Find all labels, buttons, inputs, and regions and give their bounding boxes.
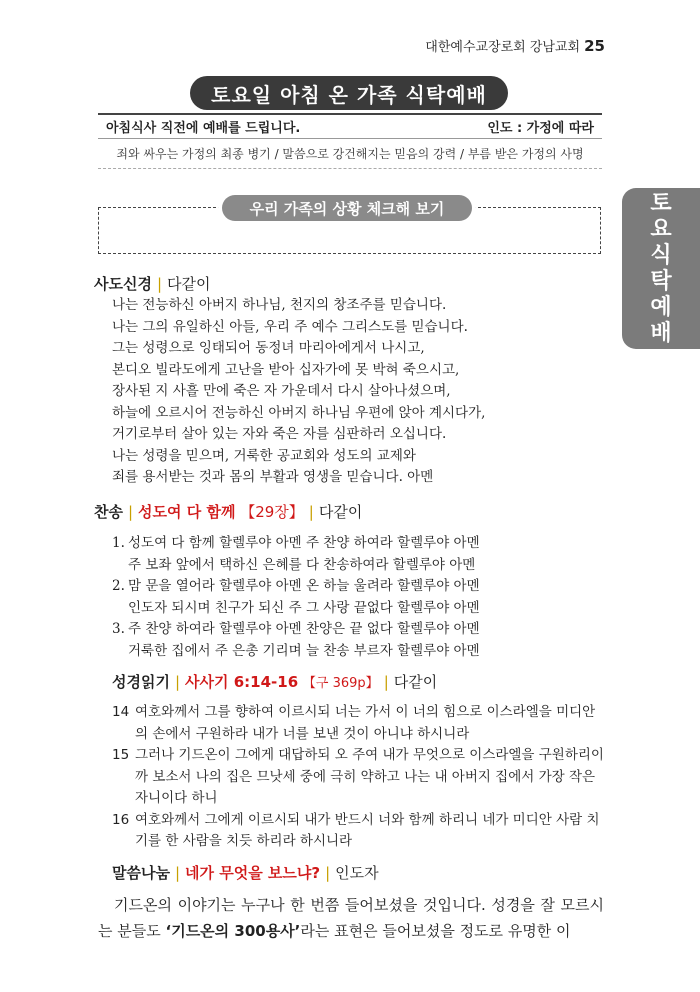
- side-tab-char: 탁: [650, 268, 672, 294]
- creed-line: 나는 그의 유일하신 아들, 우리 주 예수 그리스도를 믿습니다.: [112, 318, 468, 335]
- hymn-mode: 다같이: [318, 503, 363, 521]
- divider: |: [383, 673, 389, 691]
- themes-line: 죄와 싸우는 가정의 최종 병기 / 말씀으로 강건해지는 믿음의 강력 / 부름 받은 가정의 사명: [98, 140, 602, 169]
- page-header: [425, 36, 605, 55]
- verse-line: 거룩한 집에서 주 은총 기리며 늘 찬송 부르자 할렐루야 아멘: [128, 642, 480, 659]
- reading-old-page: 【구 369p】: [302, 676, 379, 691]
- reading-mode: 다같이: [393, 673, 438, 691]
- verse-number: 16: [112, 811, 130, 828]
- verse-text: 여호와께서 그를 향하여 이르시되 너는 가서 이 너의 힘으로 이스라엘을 미디안의 손에서 구원하라 내가 너를 보낸 것이 아니냐 하시니라: [135, 704, 596, 742]
- creed-line: 그는 성령으로 잉태되어 동정녀 마리아에게서 나시고,: [112, 340, 425, 356]
- creed-line: 거기로부터 살아 있는 자와 죽은 자를 심판하러 오십니다.: [112, 426, 447, 442]
- divider: |: [325, 864, 331, 882]
- creed-label: 사도신경: [94, 275, 152, 293]
- verse-line: 인도자 되시며 친구가 되신 주 그 사랑 끝없다 할렐루야 아멘: [128, 599, 480, 616]
- hymn-title: 성도여 다 함께: [138, 503, 236, 521]
- verse-number: 2.: [112, 578, 125, 594]
- sermon-text: 라는 표현은 들어보셨을 정도로 유명한 이: [300, 922, 571, 940]
- divider: |: [174, 673, 181, 691]
- verse-line: 주 찬양 하여라 할렐루야 아멘 찬양은 끝 없다 할렐루야 아멘: [128, 621, 480, 637]
- divider: |: [308, 503, 314, 521]
- creed-line: 죄를 용서받는 것과 몸의 부활과 영생을 믿습니다. 아멘: [112, 469, 434, 485]
- subtitle-right: 인도 : 가정에 따라: [487, 121, 594, 136]
- bible-verse: [112, 810, 607, 853]
- hymn-label: 찬송: [94, 503, 123, 521]
- bible-verse: [112, 702, 607, 745]
- side-tab-char: 요: [650, 216, 672, 242]
- bible-verse: [112, 745, 607, 810]
- family-check-title: 우리 가족의 상황 체크해 보기: [222, 195, 472, 221]
- verse-line: 맘 문을 열어라 할렐루야 아멘 온 하늘 울려라 할렐루야 아멘: [128, 578, 480, 594]
- creed-line: 나는 전능하신 아버지 하나님, 천지의 창조주를 믿습니다.: [112, 297, 447, 313]
- side-tab: [622, 188, 700, 349]
- sharing-mode: 인도자: [335, 864, 379, 882]
- subtitle-left: 아침식사 직전에 예배를 드립니다.: [106, 121, 301, 136]
- side-tab-char: 식: [650, 242, 672, 268]
- hymn-verse: [112, 619, 480, 662]
- creed-line: 하늘에 오르시어 전능하신 아버지 하나님 우편에 앉아 계시다가,: [112, 404, 486, 421]
- creed-line: 장사된 지 사흘 만에 죽은 자 가운데서 다시 살아나셨으며,: [112, 383, 451, 399]
- sermon-emphasis: ‘기드온의 300용사’: [165, 922, 301, 940]
- side-tab-char: 배: [650, 320, 672, 346]
- divider: |: [156, 275, 163, 293]
- worship-subtitle: [98, 113, 602, 139]
- verse-text: 그러나 기드온이 그에게 대답하되 오 주여 내가 무엇으로 이스라엘을 구원하리이까 보소서 나의 집은 므낫세 중에 극히 약하고 나는 내 아버지 집에서 가장 작은 자니이다 하니: [135, 747, 604, 806]
- verse-number: 15: [112, 747, 130, 763]
- hymn-heading: [94, 501, 362, 522]
- hymn-number: 【29장】: [240, 503, 304, 521]
- sharing-title: 네가 무엇을 보느냐?: [185, 864, 321, 882]
- hymn-verses: [112, 533, 480, 662]
- creed-line: 본디오 빌라도에게 고난을 받아 십자가에 못 박혀 죽으시고,: [112, 361, 460, 378]
- creed-text: [112, 295, 485, 489]
- sharing-heading: [112, 862, 379, 883]
- reading-verses: [112, 702, 607, 853]
- reading-heading: [112, 671, 437, 692]
- side-tab-char: 토: [650, 190, 672, 216]
- creed-mode: 다같이: [167, 275, 211, 293]
- verse-number: 3.: [112, 621, 125, 637]
- page-number: 25: [584, 37, 605, 55]
- reading-reference: 사사기 6:14-16: [185, 673, 299, 691]
- verse-line: 주 보좌 앞에서 택하신 은혜를 다 찬송하여라 할렐루야 아멘: [128, 556, 476, 573]
- page-title: 토요일 아침 온 가족 식탁예배: [190, 76, 508, 110]
- divider: |: [174, 864, 181, 882]
- sermon-paragraph: [98, 892, 604, 944]
- sermon-text: 기드온의 이야기는 누구나 한 번쯤 들어보셨을 것입니다. 성경을 잘 모르시는 분들도: [98, 896, 604, 940]
- verse-text: 여호와께서 그에게 이르시되 내가 반드시 너와 함께 하리니 네가 미디안 사람 치기를 한 사람을 치듯 하리라 하시니라: [135, 811, 600, 849]
- side-tab-char: 예: [650, 294, 672, 320]
- reading-label: 성경읽기: [112, 673, 170, 691]
- verse-number: 1.: [112, 535, 125, 551]
- sharing-label: 말씀나눔: [112, 864, 170, 882]
- church-name: 대한예수교장로회 강남교회: [425, 40, 581, 55]
- divider: |: [127, 503, 134, 521]
- verse-number: 14: [112, 704, 130, 720]
- hymn-verse: [112, 576, 480, 619]
- verse-line: 성도여 다 함께 할렐루야 아멘 주 찬양 하여라 할렐루야 아멘: [128, 535, 480, 551]
- creed-heading: [94, 273, 211, 294]
- creed-line: 나는 성령을 믿으며, 거룩한 공교회와 성도의 교제와: [112, 447, 416, 464]
- hymn-verse: [112, 533, 480, 576]
